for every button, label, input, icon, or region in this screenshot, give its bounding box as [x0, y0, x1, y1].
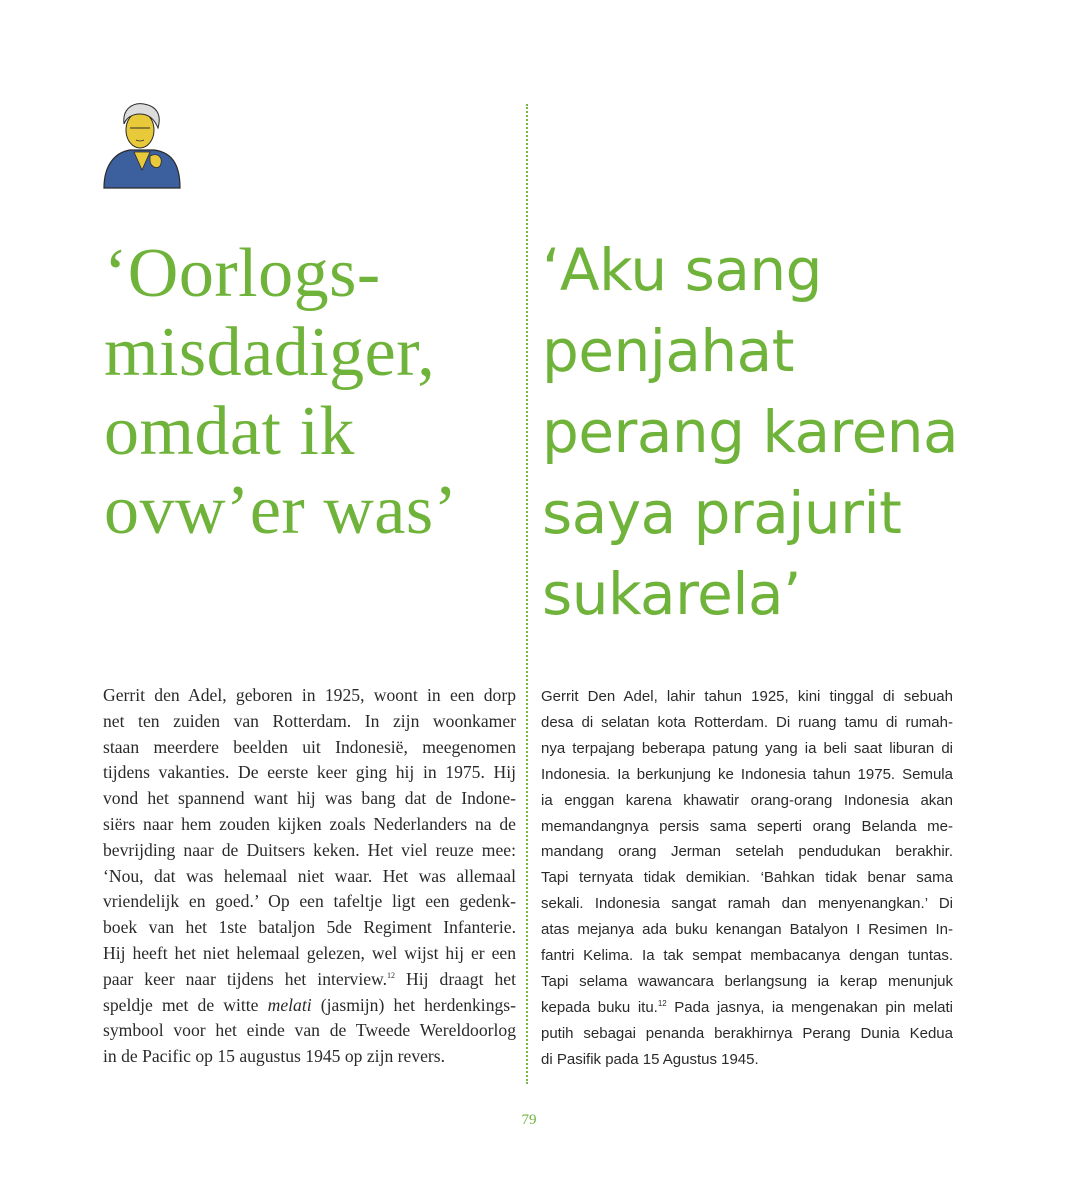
body-line: tijdens vakanties. De eerste keer ging hij in 1975. Hij [103, 762, 516, 783]
body-line: symbool voor het einde van de Tweede Wereldoorlog [103, 1020, 516, 1041]
body-line-text: Hij draagt het [395, 968, 516, 989]
body-line: memandangnya persis sama seperti orang Belanda me- [541, 817, 953, 835]
body-line-text: (jasmijn) het herdenkings- [311, 994, 516, 1015]
body-line-text: speldje met de witte [103, 994, 268, 1015]
body-line: Indonesia. Ia berkunjung ke Indonesia tahun 1975. Semula [541, 765, 953, 783]
heading-indonesian [542, 230, 1022, 635]
body-line [103, 967, 516, 993]
body-line: nya terpajang beberapa patung yang ia beli saat liburan di [541, 739, 953, 757]
body-line [541, 995, 953, 1021]
heading-line: omdat ik [104, 393, 355, 470]
hand [150, 155, 161, 168]
body-line: bevrijding naar de Duitsers keken. Het viel reuze mee: [103, 839, 516, 860]
heading-line: misdadiger, [104, 314, 436, 391]
heading-line: ‘Aku sang [542, 236, 822, 304]
body-line-text: kepada buku itu. [541, 998, 658, 1016]
body-line: putih sebagai penanda berakhirnya Perang Dunia Kedua [541, 1024, 953, 1042]
body-line: staan meerdere beelden uit Indonesië, meegenomen [103, 736, 516, 757]
body-line: Hij heeft het niet helemaal gelezen, wel wijst hij er een [103, 942, 516, 963]
body-line: ia enggan karena khawatir orang-orang Indonesia akan [541, 791, 953, 809]
body-line: net ten zuiden van Rotterdam. In zijn woonkamer [103, 710, 516, 731]
column-divider [526, 104, 528, 1084]
heading-line: sukarela’ [542, 560, 801, 628]
body-line: Gerrit Den Adel, lahir tahun 1925, kini tinggal di sebuah [541, 688, 953, 705]
body-line: Gerrit den Adel, geboren in 1925, woont in een dorp [103, 685, 516, 705]
body-line: atas mejanya ada buku kenangan Batalyon I Resimen In- [541, 921, 953, 939]
heading-dutch [104, 234, 524, 550]
heading-line: saya prajurit [542, 479, 902, 547]
heading-line: ‘Oorlogs- [104, 235, 381, 312]
body-line: ‘Nou, dat was helemaal niet waar. Het was allemaal [103, 865, 516, 886]
body-line: di Pasifik pada 15 Agustus 1945. [541, 1050, 759, 1068]
body-line: fantri Kelima. Ia tak sempat membacanya dengan tuntas. [541, 947, 953, 965]
heading-line: ovw’er was’ [104, 472, 458, 549]
body-line-text: Pada jasnya, ia mengenakan pin melati [666, 998, 953, 1016]
heading-line: penjahat [542, 317, 794, 385]
body-line: siërs naar hem zouden kijken zoals Nederlanders na de [103, 813, 516, 834]
footnote-reference: 12 [657, 998, 667, 1008]
body-line: vond het spannend want hij was bang dat de Indone- [103, 788, 516, 809]
body-line: sekali. Indonesia sangat ramah dan menyenangkan.’ Di [541, 895, 953, 913]
heading-line: perang karena [542, 398, 959, 466]
body-line: mandang orang Jerman setelah pendudukan berakhir. [541, 843, 953, 861]
body-text-dutch [103, 683, 516, 1070]
body-line: Tapi ternyata tidak demikian. ‘Bahkan tidak benar sama [541, 869, 953, 887]
body-line: in de Pacific op 15 augustus 1945 op zijn revers. [103, 1046, 446, 1067]
body-line: desa di selatan kota Rotterdam. Di ruang tamu di rumah- [541, 713, 953, 731]
emphasis-melati: melati [267, 994, 312, 1015]
body-line: Tapi selama wawancara berlangsung ia kerap menunjuk [541, 972, 953, 990]
body-text-indonesian [541, 684, 953, 1073]
body-line: boek van het 1ste bataljon 5de Regiment Infanterie. [103, 917, 516, 938]
footnote-reference: 12 [387, 970, 396, 980]
body-line-text: paar keer naar tijdens het interview. [103, 968, 388, 989]
body-line: vriendelijk en goed.’ Op een tafeltje ligt een gedenk- [103, 891, 516, 912]
page-number: 79 [521, 1112, 537, 1128]
portrait-illustration [100, 100, 184, 190]
body-line [103, 993, 516, 1019]
